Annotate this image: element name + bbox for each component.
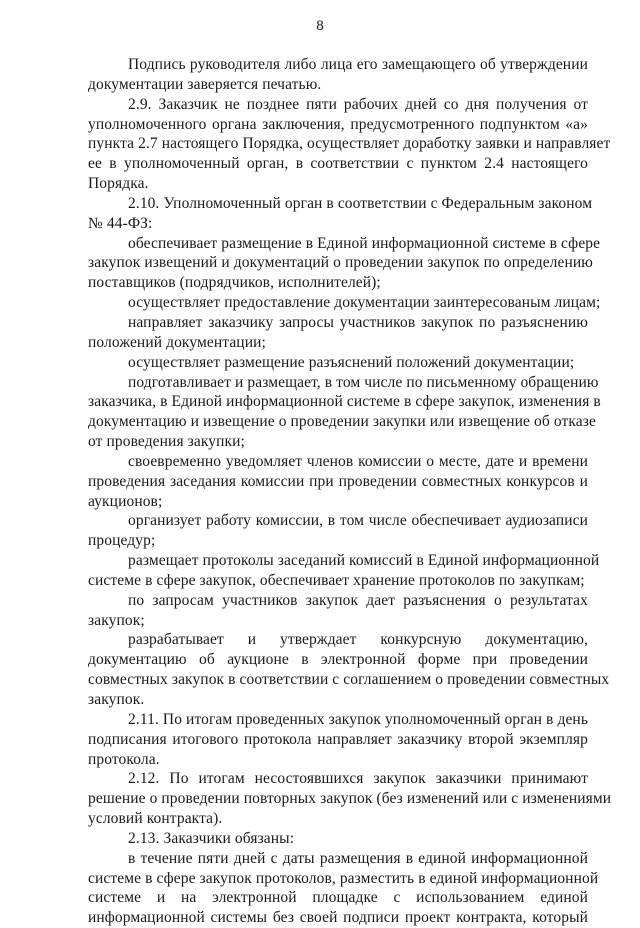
text-line: поставщиков (подрядчиков, исполнителей); [88,274,381,292]
text-line: пункта 2.7 настоящего Порядка, осуществляет доработку заявки и направляет [88,135,611,153]
text-line: разрабатывает и утверждает конкурсную документацию, [128,631,588,649]
text-line: проведения заседания комиссии при проведении совместных конкурсов и [88,472,588,490]
text-line: 2.12. По итогам несостоявшихся закупок заказчики принимают [128,770,588,788]
text-line: положений документации; [88,333,266,351]
text-line: условий контракта). [88,810,223,828]
text-line: в течение пяти дней с даты размещения в единой информационной [128,849,588,867]
text-line: документацию об аукционе в электронной форме при проведении [88,651,588,669]
text-line: по запросам участников закупок дает разъяснения о результатах [128,591,588,609]
text-line: документацию и извещение о проведении закупки или извещение об отказе [88,413,596,431]
text-line: своевременно уведомляет членов комиссии о месте, дате и времени [128,452,588,470]
text-line: документации заверяется печатью. [88,75,322,93]
text-line: осуществляет размещение разъяснений положений документации; [128,353,575,371]
text-line: осуществляет предоставление документации заинтересованым лицам; [128,294,601,312]
text-line: аукционов; [88,492,163,510]
text-line: уполномоченного органа заключения, предусмотренного подпунктом «а» [88,115,588,133]
text-line: закупок. [88,691,145,708]
text-line: 2.9. Заказчик не позднее пяти рабочих дней со дня получения от [128,95,588,113]
document-body [88,55,612,928]
text-line: ее в уполномоченный орган, в соответствии с пунктом 2.4 настоящего [88,155,588,173]
text-line: 2.11. По итогам проведенных закупок уполномоченный орган в день [128,710,588,728]
text-line: направляет заказчику запросы участников закупок по разъяснению [128,313,588,331]
text-line: решение о проведении повторных закупок (без изменений или с изменениями [88,790,612,808]
text-line: размещает протоколы заседаний комиссий в Единой информационной [128,552,600,570]
text-line: процедур; [88,532,156,550]
text-line: системе в сфере закупок протоколов, разместить в единой информационной [88,869,599,887]
text-line: от проведения закупки; [88,433,245,451]
text-line: 2.13. Заказчики обязаны: [128,829,295,847]
text-line: закупок; [88,611,145,629]
text-line: 2.10. Уполномоченный орган в соответствии с Федеральным законом [128,194,593,212]
text-line: заказчика, в Единой информационной системе в сфере закупок, изменения в [88,393,601,411]
text-line: системе в сфере закупок, обеспечивает хранение протоколов по закупкам; [88,571,585,589]
text-line: организует работу комиссии, в том числе обеспечивает аудиозаписи [128,512,588,530]
text-line: Подпись руководителя либо лица его замещающего об утверждении [128,56,588,73]
text-line: № 44-ФЗ: [88,214,153,232]
text-line: обеспечивает размещение в Единой информационной системе в сфере [128,234,601,252]
text-line: подписания итогового протокола направляет заказчику второй экземпляр [88,730,588,748]
text-line: Порядка. [88,175,149,193]
text-line: протокола. [88,750,160,768]
text-line: системе и на электронной площадке с использованием единой [88,889,588,907]
text-line: информационной системы без своей подписи проект контракта, который [88,909,588,927]
text-line: подготавливает и размещает, в том числе по письменному обращению [128,373,599,391]
text-line: закупок извещений и документаций о проведении закупок по определению [88,254,593,272]
page-number: 8 [316,18,324,34]
text-line: совместных закупок в соответствии с соглашением о проведении совместных [88,671,610,689]
